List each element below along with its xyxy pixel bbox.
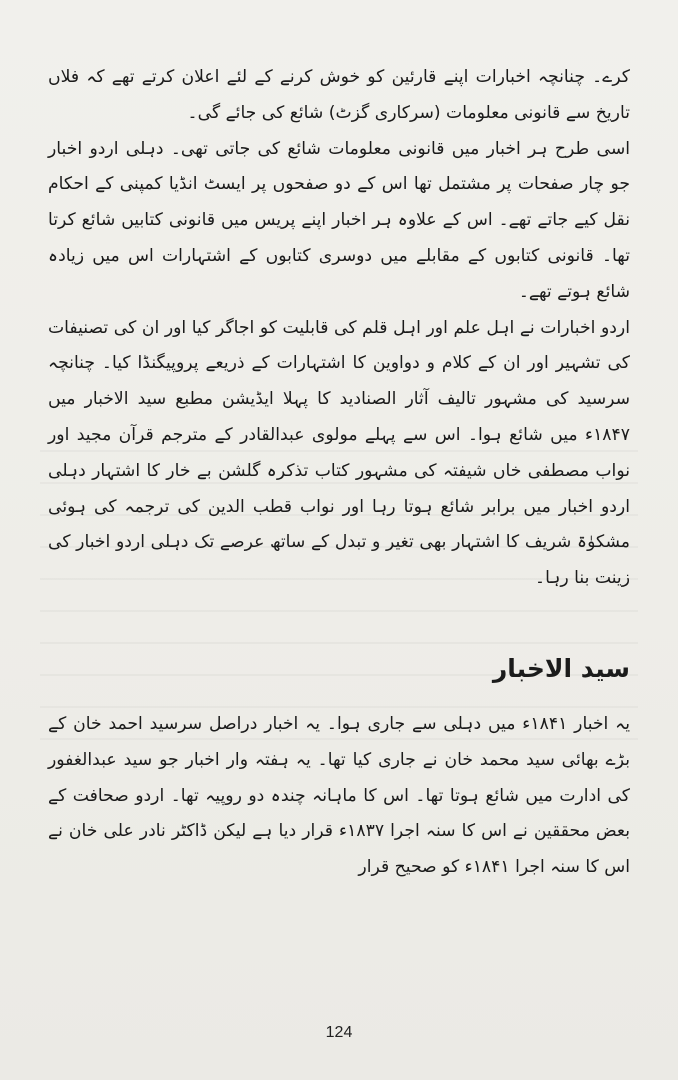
section-heading: سید الاخبار: [492, 653, 630, 683]
page-number: 124: [325, 1024, 353, 1041]
paragraph-legal-information: اسی طرح ہر اخبار میں قانونی معلومات شائع کی جاتی تھی۔ دہلی اردو اخبار جو چار صفحات پر مشتمل تھا اس کے دو صفحوں پر ایسٹ انڈیا کمپنی کے احکام نقل کیے جاتے تھے۔ اس کے علاوہ ہر اخبار اپنے پریس میں قانونی کتابیں شائع کرتا تھا۔ قانونی کتابوں کے مقابلے میں دوسری کتابوں کے اشتہارات اس میں زیادہ شائع ہوتے تھے۔: [48, 138, 630, 302]
paragraph-syed-ul-akhbar: یہ اخبار ۱۸۴۱ء میں دہلی سے جاری ہوا۔ یہ اخبار دراصل سرسید احمد خان کے بڑے بھائی سید محمد خان نے جاری کیا تھا۔ یہ ہفتہ وار اخبار جو سید عبدالغفور کی ادارت میں شائع ہوتا تھا۔ اس کا ماہانہ چندہ دو روپیہ تھا۔ اردو صحافت کے بعض محققین نے اس کا سنہ اجرا ۱۸۳۷ء قرار دیا ہے لیکن ڈاکٹر نادر علی خان نے اس کا سنہ اجرا ۱۸۴۱ء کو صحیح قرار: [48, 713, 631, 878]
paragraph-advertisements: اردو اخبارات نے اہل علم اور اہل قلم کی قابلیت کو اجاگر کیا اور ان کی تصنیفات کی تشہیر اور ان کے کلام و دواوین کا اشتہارات کے ذریعے پروپیگنڈا کیا۔ چنانچہ سرسید کی مشہور تالیف آثار الصنادید کا پہلا ایڈیشن مطبع سید الاخبار میں ۱۸۴۷ء میں شائع ہوا۔ اس سے پہلے مولوی عبدالقادر کے مترجم قرآن مجید اور نواب مصطفی خاں شیفتہ کی مشہور کتاب تذکرہ گلشن بے خار کا اشتہار دہلی اردو اخبار میں برابر شائع ہوتا رہا اور نواب قطب الدین کی ترجمہ کی ہوئی مشکوٰۃ شریف کا اشتہار بھی تغیر و تبدل کے ساتھ عرصے تک دہلی اردو اخبار کی زینت بنا رہا۔: [48, 317, 630, 589]
paragraph-gazette: کرے۔ چنانچہ اخبارات اپنے قارئین کو خوش کرنے کے لئے اعلان کرتے تھے کہ فلاں تاریخ سے قانونی معلومات (سرکاری گزٹ) شائع کی جائے گی۔: [48, 67, 630, 123]
page-body: [48, 60, 630, 886]
